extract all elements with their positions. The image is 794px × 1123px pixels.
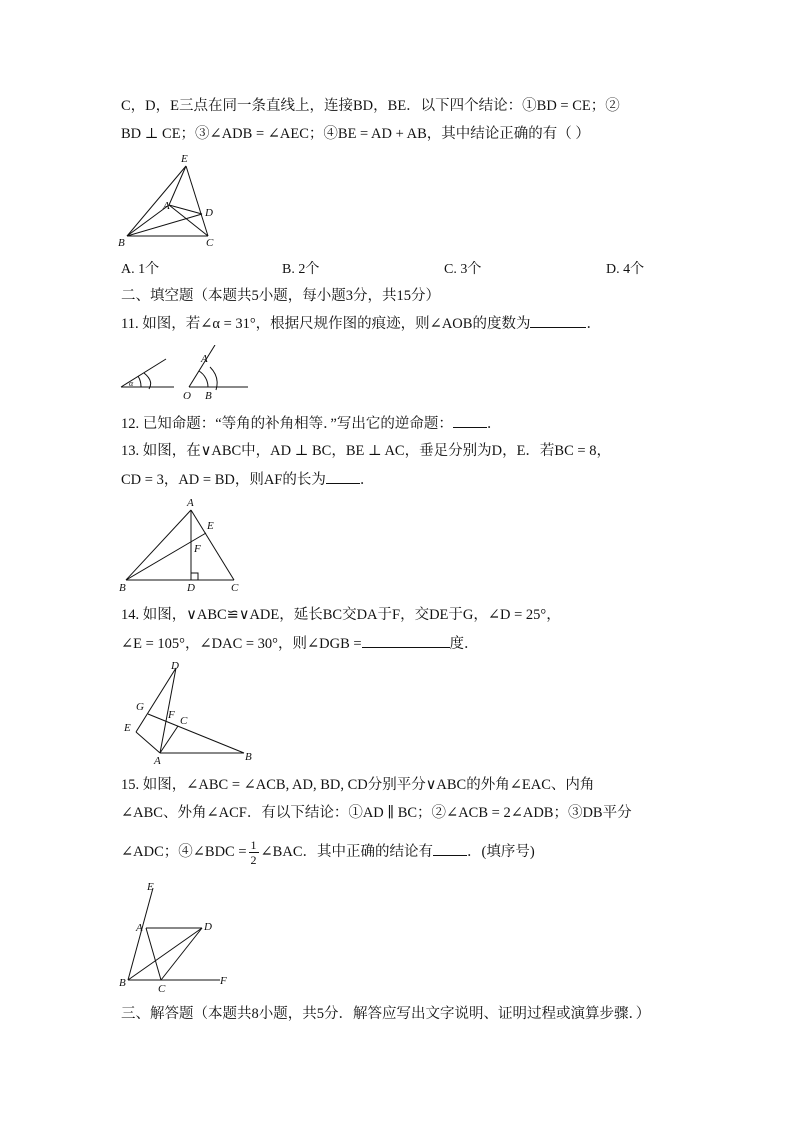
- q13-figure: [116, 495, 251, 595]
- q15-fraction: [249, 838, 259, 867]
- q15-label-C: C: [158, 983, 166, 993]
- q14-label-G: G: [136, 701, 144, 713]
- q10-line2: BD ⊥ CE；③∠ADB = ∠AEC；④BE = AD + AB，其中结论正确的有（ ）: [121, 126, 590, 142]
- section-2-heading: 二、填空题（本题共5小题，每小题3分，共15分）: [121, 288, 440, 304]
- q12-answer-blank[interactable]: [453, 413, 487, 428]
- q14-figure: [116, 656, 261, 766]
- q11-end: ．: [586, 316, 601, 332]
- q15-fraction-numerator: 1: [250, 838, 257, 853]
- q15-figure: [116, 878, 236, 993]
- q13-line2: [121, 469, 374, 490]
- q14-answer-blank[interactable]: [362, 633, 450, 648]
- q15-line3-end: ．(填序号): [467, 844, 535, 860]
- q15-label-A: A: [136, 922, 143, 934]
- q15-label-D: D: [204, 921, 212, 933]
- q14-label-D: D: [171, 660, 179, 672]
- q11-label-O: O: [183, 390, 191, 402]
- q14-label-A: A: [154, 755, 161, 766]
- q10-choice-b: B. 2个: [282, 262, 320, 277]
- q13-answer-blank[interactable]: [326, 469, 360, 484]
- q14-question: ∠E = 105°，∠DAC = 30°，则∠DGB =: [121, 636, 362, 652]
- q14-label-B: B: [245, 751, 252, 763]
- q15-label-E: E: [147, 881, 154, 893]
- q15-fraction-denominator: 2: [250, 853, 257, 868]
- q15-label-B: B: [119, 977, 126, 989]
- q12-end: ．: [486, 416, 502, 432]
- q11-question: 11. 如图，若∠α = 31°，根据尺规作图的痕迹，则∠AOB的度数为: [121, 316, 531, 332]
- q15-label-F: F: [220, 975, 227, 987]
- q15-line3-middle: ∠BAC．其中正确的结论有: [260, 844, 433, 860]
- q13-line1: 13. 如图，在∨ABC中，AD ⊥ BC，BE ⊥ AC，垂足分别为D，E．若BC = 8，: [121, 443, 611, 459]
- q11-text: [121, 313, 601, 334]
- q11-answer-blank[interactable]: [530, 313, 586, 328]
- q12-question: 12. 已知命题：“等角的补角相等．”写出它的逆命题：: [121, 416, 453, 432]
- q13-question: CD = 3，AD = BD，则AF的长为: [121, 472, 326, 488]
- q10-line1: C，D，E三点在同一条直线上，连接BD，BE．以下四个结论：①BD = CE；②: [121, 98, 620, 114]
- q13-label-B: B: [119, 582, 126, 594]
- q14-line2: [121, 633, 479, 654]
- q13-label-A: A: [187, 497, 194, 509]
- q11-label-alpha: α: [129, 379, 134, 388]
- q15-line2: ∠ABC、外角∠ACF．有以下结论：①AD ∥ BC；②∠ACB = 2∠ADB；③DB平分: [121, 805, 632, 821]
- q13-label-F: F: [194, 543, 201, 555]
- q10-label-E: E: [181, 153, 188, 165]
- q14-label-C: C: [180, 715, 188, 727]
- q15-line3: [121, 835, 535, 869]
- q14-label-F: F: [168, 709, 175, 721]
- q10-figure: [116, 150, 226, 250]
- q11-figure: [116, 345, 256, 403]
- q15-line3-start: ∠ADC；④∠BDC =: [121, 844, 247, 860]
- q12-text: [121, 413, 501, 434]
- q14-label-E: E: [124, 722, 131, 734]
- q10-choice-d: D. 4个: [606, 262, 645, 277]
- q10-choice-c: C. 3个: [444, 262, 482, 277]
- q13-label-E: E: [207, 520, 214, 532]
- q13-label-D: D: [187, 582, 195, 594]
- q14-line1: 14. 如图，∨ABC≌∨ADE，延长BC交DA于F，交DE于G，∠D = 25°，: [121, 607, 561, 623]
- q13-end: ．: [359, 472, 375, 488]
- q10-label-A: A: [163, 200, 170, 212]
- section-3-heading: 三、解答题（本题共8小题，共5分．解答应写出文字说明、证明过程或演算步骤．）: [121, 1006, 651, 1022]
- q11-label-B: B: [205, 390, 212, 402]
- q10-label-C: C: [206, 237, 214, 249]
- q14-end: 度．: [449, 636, 479, 652]
- q11-label-A: A: [201, 353, 208, 365]
- q10-label-B: B: [118, 237, 125, 249]
- q15-line1: 15. 如图，∠ABC = ∠ACB, AD, BD, CD分别平分∨ABC的外角∠EAC、内角: [121, 777, 595, 793]
- q13-label-C: C: [231, 582, 239, 594]
- q15-answer-blank[interactable]: [433, 841, 467, 856]
- q10-choice-a: A. 1个: [121, 262, 160, 277]
- q10-label-D: D: [205, 207, 213, 219]
